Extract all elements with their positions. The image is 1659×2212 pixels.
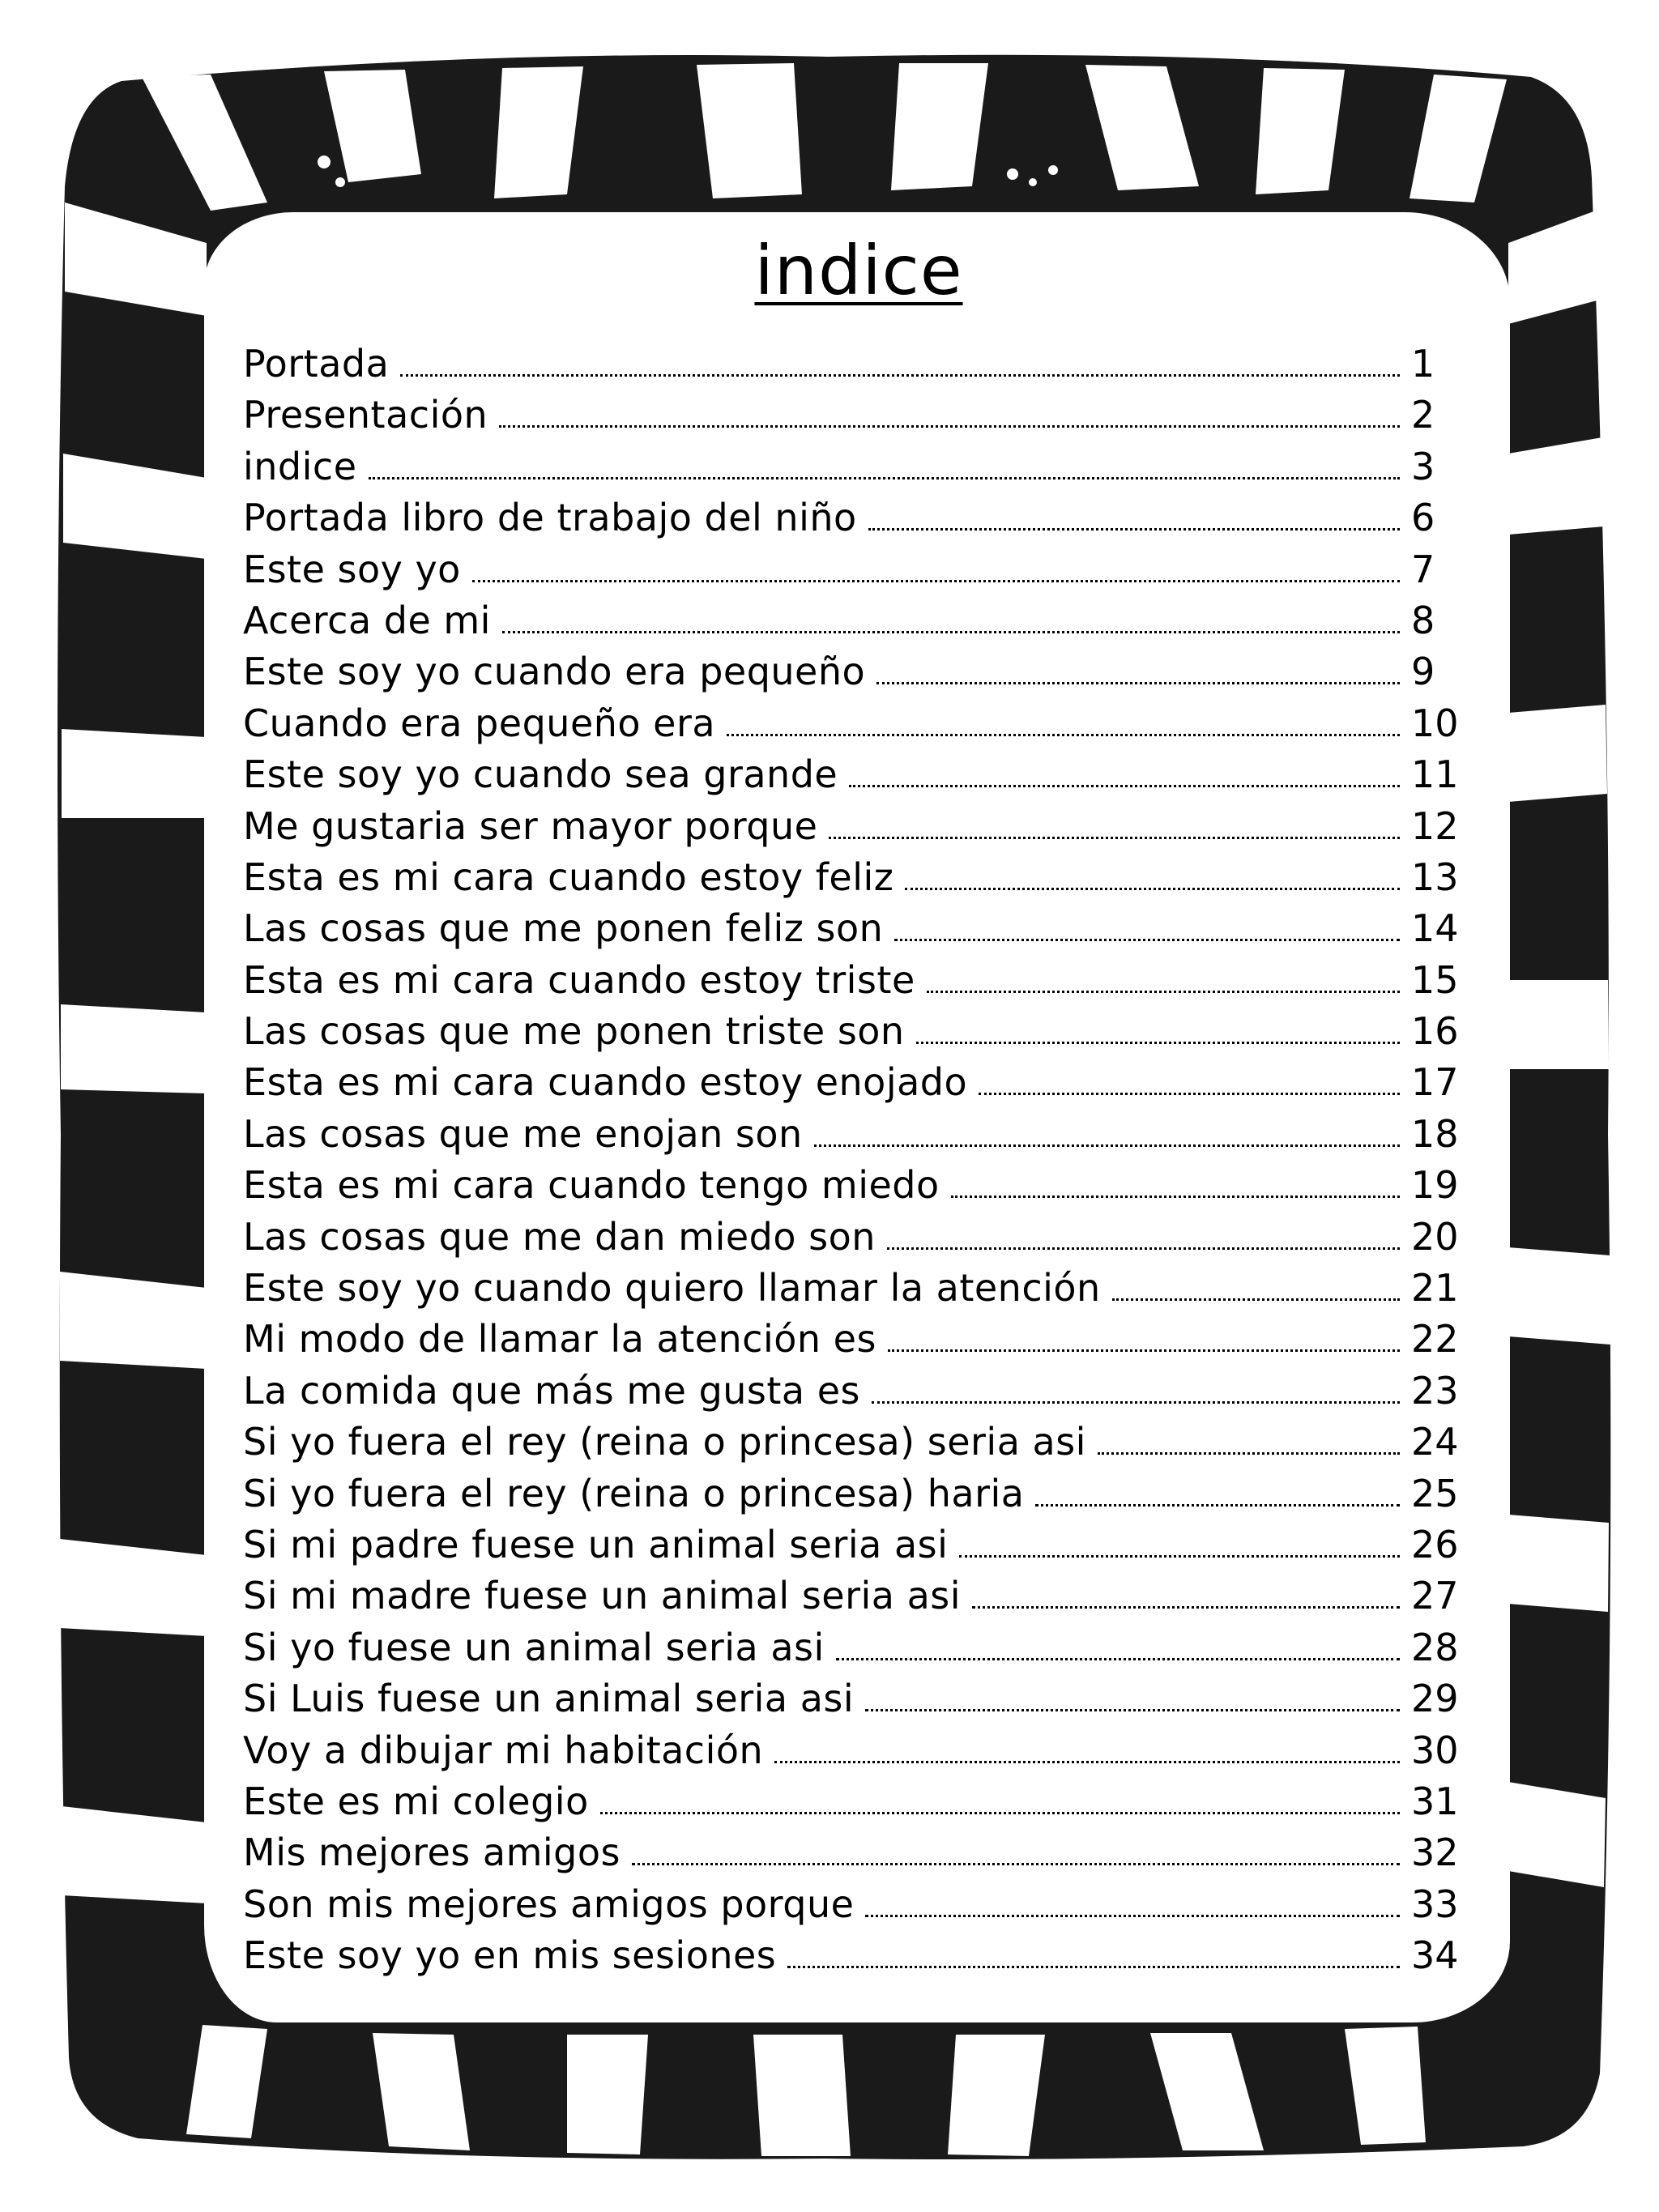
toc-entry-page-number: 31 <box>1411 1779 1459 1823</box>
toc-entry-label: Si yo fuese un animal seria asi <box>243 1625 825 1669</box>
toc-dot-leader <box>632 1863 1400 1865</box>
toc-entry-label: Portada libro de trabajo del niño <box>243 496 857 540</box>
toc-entry-page-number: 32 <box>1411 1831 1459 1875</box>
toc-dot-leader <box>872 1401 1400 1404</box>
toc-entry <box>243 1109 1474 1160</box>
toc-dot-leader <box>865 1709 1400 1711</box>
toc-entry-label: Si yo fuera el rey (reina o princesa) seria asi <box>243 1420 1086 1464</box>
toc-dot-leader <box>829 837 1400 839</box>
toc-entry-page-number: 26 <box>1411 1522 1459 1566</box>
toc-entry <box>243 544 1474 595</box>
toc-entry-page-number: 7 <box>1411 547 1435 591</box>
toc-entry-page-number: 3 <box>1411 444 1435 488</box>
toc-entry <box>243 1622 1474 1673</box>
toc-entry-label: Si Luis fuese un animal seria asi <box>243 1677 855 1721</box>
toc-entry-label: Este soy yo en mis sesiones <box>243 1933 777 1978</box>
toc-entry-label: Me gustaria ser mayor porque <box>243 803 818 848</box>
toc-dot-leader <box>972 1606 1400 1609</box>
toc-dot-leader <box>888 1349 1400 1352</box>
toc-entry <box>243 1725 1474 1776</box>
toc-entry-page-number: 15 <box>1411 957 1459 1002</box>
toc-entry-page-number: 16 <box>1411 1009 1459 1054</box>
toc-dot-leader <box>727 734 1400 736</box>
toc-entry-page-number: 23 <box>1411 1368 1459 1413</box>
toc-dot-leader <box>472 580 1400 582</box>
toc-entry <box>243 1519 1474 1571</box>
toc-entry <box>243 1160 1474 1211</box>
toc-entry <box>243 749 1474 800</box>
toc-entry <box>243 1212 1474 1263</box>
toc-entry-label: Voy a dibujar mi habitación <box>243 1728 764 1772</box>
toc-dot-leader <box>1112 1298 1400 1301</box>
toc-entry-label: Esta es mi cara cuando estoy feliz <box>243 855 894 899</box>
toc-dot-leader <box>836 1658 1400 1660</box>
toc-entry-label: Las cosas que me ponen triste son <box>243 1009 905 1054</box>
toc-entry-label: indice <box>243 444 357 488</box>
toc-entry-label: Este es mi colegio <box>243 1779 589 1823</box>
toc-entry-page-number: 10 <box>1411 701 1459 745</box>
toc-entry-label: Este soy yo cuando sea grande <box>243 752 838 797</box>
toc-entry <box>243 339 1474 390</box>
toc-entry-page-number: 9 <box>1411 650 1435 694</box>
toc-dot-leader <box>979 1093 1400 1095</box>
toc-dot-leader <box>868 528 1400 531</box>
toc-dot-leader <box>787 1966 1400 1968</box>
toc-entry-label: Esta es mi cara cuando estoy enojado <box>243 1060 968 1105</box>
toc-entry-label: Este soy yo cuando quiero llamar la atención <box>243 1266 1101 1311</box>
toc-dot-leader <box>499 425 1400 428</box>
toc-entry-page-number: 24 <box>1411 1420 1459 1464</box>
toc-entry-label: Cuando era pequeño era <box>243 701 716 745</box>
toc-entry-page-number: 19 <box>1411 1163 1459 1208</box>
toc-entry-page-number: 27 <box>1411 1574 1459 1618</box>
toc-entry-label: Este soy yo cuando era pequeño <box>243 650 866 694</box>
toc-entry <box>243 1366 1474 1417</box>
toc-entry-label: Las cosas que me dan miedo son <box>243 1214 876 1259</box>
toc-entry-page-number: 21 <box>1411 1266 1459 1311</box>
toc-entry-page-number: 20 <box>1411 1214 1459 1259</box>
toc-dot-leader <box>600 1812 1400 1814</box>
toc-entry-page-number: 28 <box>1411 1625 1459 1669</box>
toc-entry <box>243 1468 1474 1519</box>
toc-dot-leader <box>369 477 1400 479</box>
toc-entry <box>243 1571 1474 1622</box>
toc-dot-leader <box>865 1915 1400 1917</box>
toc-entry-page-number: 17 <box>1411 1060 1459 1105</box>
toc-entry-page-number: 34 <box>1411 1933 1459 1978</box>
toc-entry <box>243 1827 1474 1878</box>
toc-entry <box>243 390 1474 441</box>
toc-entry <box>243 441 1474 492</box>
toc-entry <box>243 1057 1474 1108</box>
toc-entry-label: Las cosas que me ponen feliz son <box>243 906 884 951</box>
toc-entry-label: Si yo fuera el rey (reina o princesa) haria <box>243 1471 1025 1515</box>
toc-entry <box>243 903 1474 954</box>
toc-dot-leader <box>905 888 1400 890</box>
toc-dot-leader <box>502 631 1400 633</box>
toc-dot-leader <box>916 1042 1400 1044</box>
toc-entry-page-number: 14 <box>1411 906 1459 951</box>
toc-dot-leader <box>927 991 1400 993</box>
toc-entry-page-number: 18 <box>1411 1111 1459 1156</box>
page-title: indice <box>754 231 963 310</box>
toc-entry <box>243 801 1474 852</box>
toc-dot-leader <box>876 682 1400 684</box>
toc-dot-leader <box>774 1761 1400 1763</box>
toc-entry-label: Son mis mejores amigos porque <box>243 1882 855 1926</box>
toc-dot-leader <box>1098 1452 1400 1455</box>
toc-dot-leader <box>1035 1504 1400 1507</box>
toc-entry <box>243 1006 1474 1057</box>
toc-dot-leader <box>894 939 1400 941</box>
toc-dot-leader <box>400 374 1400 377</box>
toc-entry-label: Las cosas que me enojan son <box>243 1111 803 1156</box>
toc-dot-leader <box>887 1247 1400 1250</box>
toc-entry <box>243 1314 1474 1365</box>
toc-entry-page-number: 13 <box>1411 855 1459 899</box>
toc-entry <box>243 595 1474 646</box>
toc-entry <box>243 698 1474 749</box>
toc-entry-label: La comida que más me gusta es <box>243 1368 860 1413</box>
toc-entry <box>243 1930 1474 1981</box>
toc-entry-page-number: 30 <box>1411 1728 1459 1772</box>
toc-dot-leader <box>951 1196 1400 1198</box>
toc-entry-page-number: 22 <box>1411 1317 1459 1362</box>
toc-entry-label: Esta es mi cara cuando tengo miedo <box>243 1163 940 1208</box>
toc-entry <box>243 955 1474 1006</box>
toc-dot-leader <box>959 1555 1400 1558</box>
toc-entry-page-number: 12 <box>1411 803 1459 848</box>
table-of-contents <box>243 225 1474 1982</box>
toc-entry-page-number: 8 <box>1411 598 1435 642</box>
toc-entry <box>243 1776 1474 1827</box>
toc-entry-label: Mis mejores amigos <box>243 1831 621 1875</box>
toc-entry-page-number: 25 <box>1411 1471 1459 1515</box>
toc-entry-page-number: 33 <box>1411 1882 1459 1926</box>
toc-entry-label: Presentación <box>243 393 488 437</box>
toc-entry <box>243 1879 1474 1930</box>
toc-entry-label: Portada <box>243 342 390 386</box>
toc-entry <box>243 1673 1474 1724</box>
toc-entry-label: Mi modo de llamar la atención es <box>243 1317 876 1362</box>
toc-entry-page-number: 1 <box>1411 342 1435 386</box>
toc-entry <box>243 1417 1474 1468</box>
toc-entry-page-number: 6 <box>1411 496 1435 540</box>
toc-entry <box>243 492 1474 543</box>
toc-entry-page-number: 2 <box>1411 393 1435 437</box>
toc-entry-label: Este soy yo <box>243 547 461 591</box>
toc-dot-leader <box>849 785 1400 787</box>
toc-entry-label: Acerca de mi <box>243 598 491 642</box>
toc-entry-page-number: 11 <box>1411 752 1459 797</box>
toc-entry <box>243 646 1474 697</box>
toc-list <box>243 339 1474 1982</box>
toc-entry-label: Si mi madre fuese un animal seria asi <box>243 1574 962 1618</box>
toc-entry-label: Si mi padre fuese un animal seria asi <box>243 1522 949 1566</box>
toc-entry <box>243 852 1474 903</box>
toc-entry-page-number: 29 <box>1411 1677 1459 1721</box>
toc-entry <box>243 1263 1474 1314</box>
toc-dot-leader <box>814 1144 1400 1147</box>
toc-entry-label: Esta es mi cara cuando estoy triste <box>243 957 915 1002</box>
